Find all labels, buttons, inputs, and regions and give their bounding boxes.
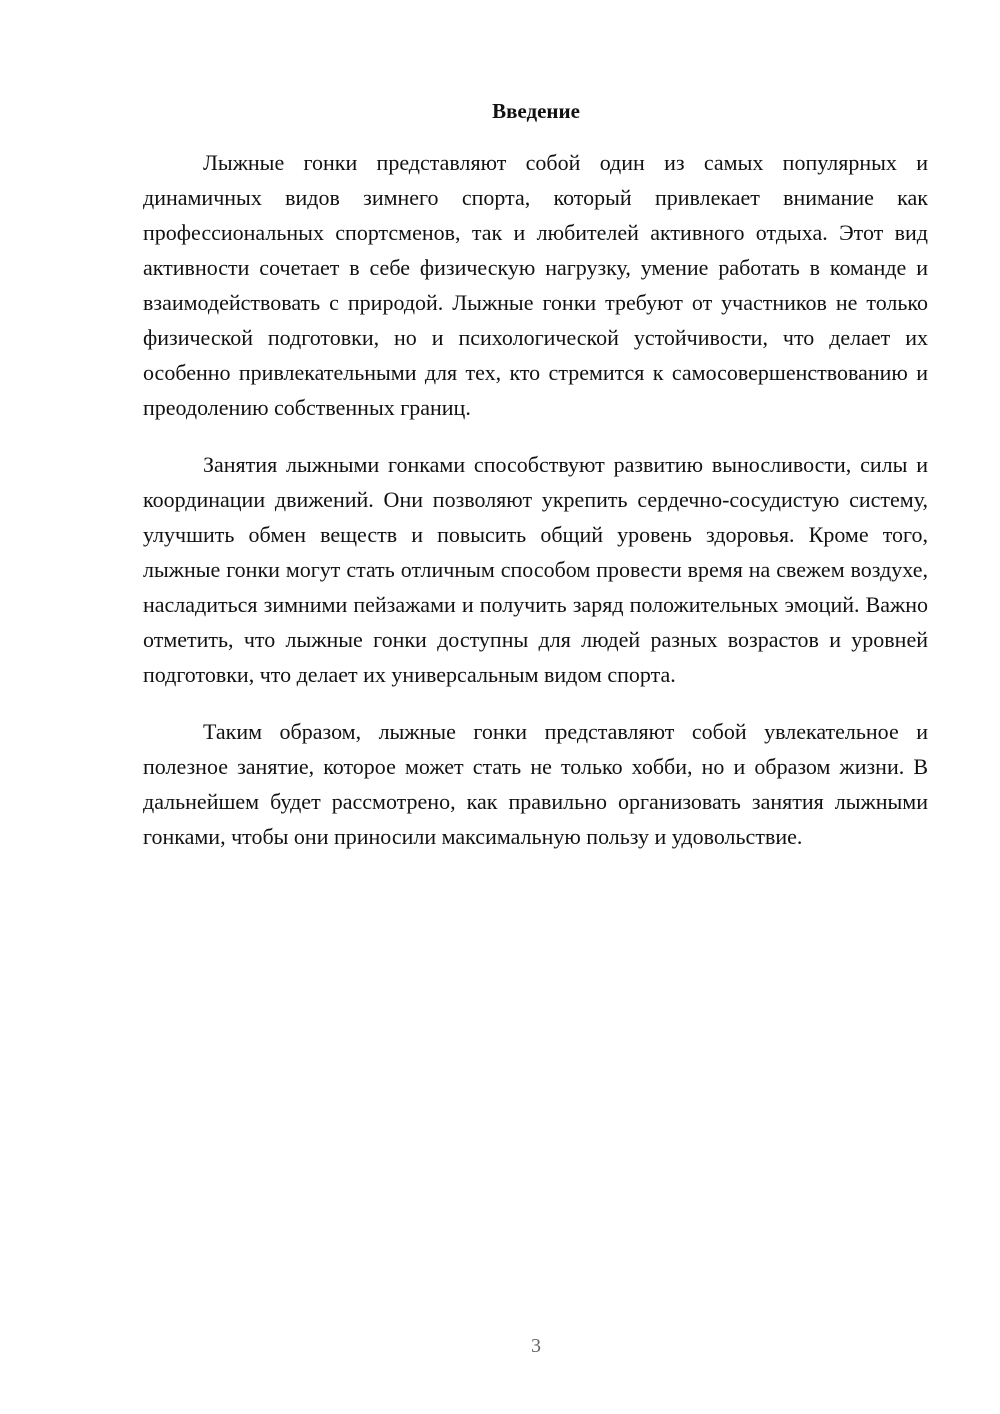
page-number: 3 <box>531 1335 541 1357</box>
paragraph-1: Лыжные гонки представляют собой один из самых популярных и динамичных видов зимнего спорта, который привлекает внимание как профессиональных спортсменов, так и любителей активного отдыха. Этот вид активности сочетает в себе физическую нагрузку, умение работать в команде и взаимодействовать с природой. Лыжные гонки требуют от участников не только физической подготовки, но и психологической устойчивости, что делает их особенно привлекательными для тех, кто стремится к самосовершенствованию и преодолению собственных границ. <box>143 150 928 420</box>
paragraph-2: Занятия лыжными гонками способствуют развитию выносливости, силы и координации движений. Они позволяют укрепить сердечно-сосудистую систему, улучшить обмен веществ и повысить общий уровень здоровья. Кроме того, лыжные гонки могут стать отличным способом провести время на свежем воздухе, насладиться зимними пейзажами и получить заряд положительных эмоций. Важно отметить, что лыжные гонки доступны для людей разных возрастов и уровней подготовки, что делает их универсальным видом спорта. <box>143 452 928 687</box>
section-title: Введение <box>492 99 580 123</box>
paragraph-3: Таким образом, лыжные гонки представляют собой увлекательное и полезное занятие, которое может стать не только хобби, но и образом жизни. В дальнейшем будет рассмотрено, как правильно организовать занятия лыжными гонками, чтобы они приносили максимальную пользу и удовольствие. <box>143 719 928 849</box>
document-body <box>143 145 928 876</box>
